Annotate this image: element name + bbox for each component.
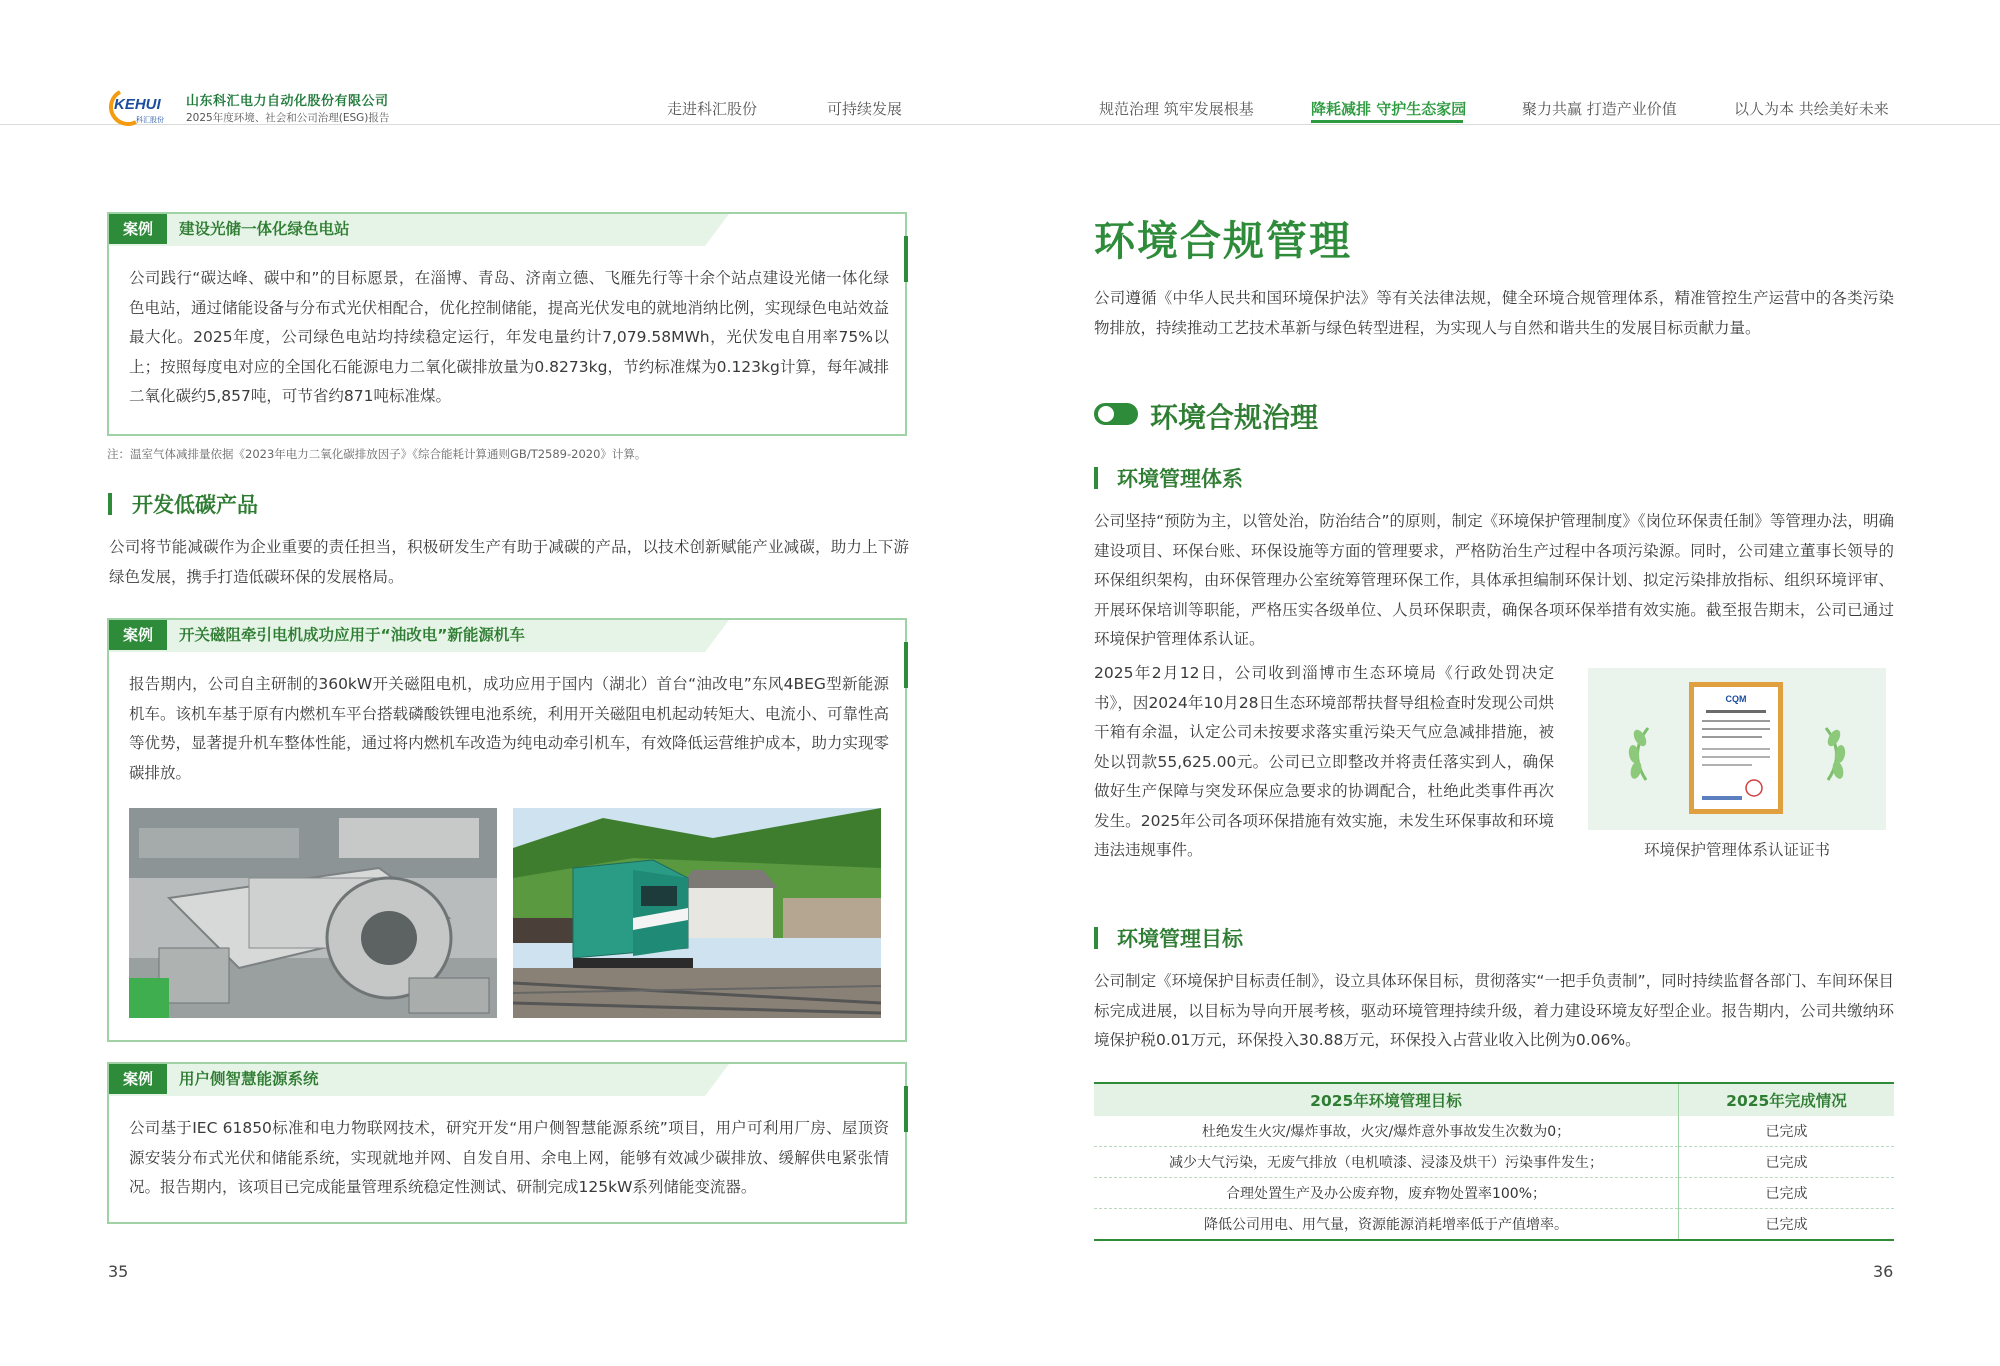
section-bar [108, 493, 112, 515]
targets-table [1094, 1082, 1894, 1241]
table-cell-target: 减少大气污染，无废气排放（电机喷漆、浸漆及烘干）污染事件发生； [1094, 1147, 1679, 1178]
report-name: 2025年度环境、社会和公司治理(ESG)报告 [186, 112, 390, 124]
subsection-title-targets: 环境管理目标 [1117, 927, 1243, 951]
case-box-smart-energy [107, 1062, 907, 1224]
system-paragraph-2: 2025年2月12日，公司收到淄博市生态环境局《行政处罚决定书》，因2024年10月28日生态环境部帮扶督导组检查时发现公司烘干箱有余温，认定公司未按要求落实重污染天气应急减排措施，被处以罚款55,625.00元。公司已立即整改并将责任落实到人，确保做好生产保障与突发环保应急要求的协调配合，杜绝此类事件再次发生。2025年公司各项环保措施有效实施，未发生环保事故和环境违法违规事件。 [1094, 664, 1554, 859]
case-tag: 案例 [109, 1064, 167, 1094]
case-side-accent [904, 642, 908, 688]
nav-active-indicator [1311, 120, 1463, 123]
page-number-left: 35 [108, 1262, 129, 1281]
nav-about[interactable]: 走进科汇股份 [667, 100, 758, 118]
table-cell-target: 降低公司用电、用气量，资源能源消耗增率低于产值增率。 [1094, 1209, 1679, 1241]
table-cell-status: 已完成 [1679, 1209, 1895, 1241]
case-title: 用户侧智慧能源系统 [179, 1070, 319, 1088]
table-cell-status: 已完成 [1679, 1116, 1895, 1147]
case-tag: 案例 [109, 620, 167, 650]
case-box-traction-motor [107, 618, 907, 1042]
nav-governance[interactable]: 规范治理 筑牢发展根基 [1099, 100, 1254, 118]
case-side-accent [904, 236, 908, 282]
case-side-accent [904, 1086, 908, 1132]
page-number-right: 36 [1873, 1262, 1894, 1281]
section-title-compliance: 环境合规治理 [1150, 401, 1319, 434]
footnote: 注：温室气体减排量依据《2023年电力二氧化碳排放因子》《综合能耗计算通则GB/T2589-2020》计算。 [107, 447, 647, 461]
table-header-target: 2025年环境管理目标 [1094, 1083, 1679, 1116]
table-cell-status: 已完成 [1679, 1178, 1895, 1209]
targets-paragraph: 公司制定《环境保护目标责任制》，设立具体环保目标，贯彻落实“一把手负责制”，同时持续监督各部门、车间环保目标完成进展，以目标为导向开展考核，驱动环境管理持续升级，着力建设环境友好型企业。报告期内，公司共缴纳环境保护税0.01万元，环保投入30.88万元，环保投入占营业收入比例为0.06%。 [1094, 972, 1894, 1049]
intro-text: 公司遵循《中华人民共和国环境保护法》等有关法律法规，健全环境合规管理体系，精准管控生产运营中的各类污染物排放，持续推动工艺技术革新与绿色转型进程，为实现人与自然和谐共生的发展目标贡献力量。 [1094, 289, 1894, 337]
subsection-title-system: 环境管理体系 [1117, 467, 1243, 491]
table-header-status: 2025年完成情况 [1679, 1083, 1895, 1116]
page-title: 环境合规管理 [1094, 217, 1352, 265]
case-title: 建设光储一体化绿色电站 [179, 220, 350, 238]
case-text: 报告期内，公司自主研制的360kW开关磁阻电机，成功应用于国内（湖北）首台“油改电”东风4BEG型新能源机车。该机车基于原有内燃机车平台搭载磷酸铁锂电池系统，利用开关磁阻电机起动转矩大、电流小、可靠性高等优势，显著提升机车整体性能，通过将内燃机车改造为纯电动牵引机车，有效降低运营维护成本，助力实现零碳排放。 [129, 675, 889, 782]
locomotive-photo [513, 808, 881, 1018]
subsection-bar [1094, 927, 1098, 949]
case-tag: 案例 [109, 214, 167, 244]
subsection-bar [1094, 467, 1098, 489]
table-row [1094, 1147, 1894, 1178]
section-text-low-carbon: 公司将节能减碳作为企业重要的责任担当，积极研发生产有助于减碳的产品，以技术创新赋能产业减碳，助力上下游绿色发展，携手打造低碳环保的发展格局。 [109, 538, 909, 586]
table-cell-target: 杜绝发生火灾/爆炸事故，火灾/爆炸意外事故发生次数为0； [1094, 1116, 1679, 1147]
case-text: 公司践行“碳达峰、碳中和”的目标愿景，在淄博、青岛、济南立德、飞雁先行等十余个站点建设光储一体化绿色电站，通过储能设备与分布式光伏相配合，优化控制储能，提高光伏发电的就地消纳比例，实现绿色电站效益最大化。2025年度，公司绿色电站均持续稳定运行，年发电量约计7,079.58MWh，光伏发电自用率75%以上；按照每度电对应的全国化石能源电力二氧化碳排放量为0.8273kg，节约标准煤为0.123kg计算，每年减排二氧化碳约5,857吨，可节省约871吨标准煤。 [129, 269, 889, 405]
table-cell-status: 已完成 [1679, 1147, 1895, 1178]
certificate-caption: 环境保护管理体系认证证书 [1643, 841, 1830, 859]
certificate-panel [1588, 668, 1886, 830]
table-header-row [1094, 1083, 1894, 1116]
kehui-logo [106, 86, 178, 126]
case-text: 公司基于IEC 61850标准和电力物联网技术，研究开发“用户侧智慧能源系统”项目，用户可利用厂房、屋顶资源安装分布式光伏和储能系统，实现就地并网、自发自用、余电上网，能够有效减少碳排放、缓解供电紧张情况。报告期内，该项目已完成能量管理系统稳定性测试、研制完成125kW系列储能变流器。 [129, 1119, 889, 1196]
table-cell-target: 合理处置生产及办公废弃物，废弃物处置率100%； [1094, 1178, 1679, 1209]
table-row [1094, 1178, 1894, 1209]
motor-photo [129, 808, 497, 1018]
case-box-green-station [107, 212, 907, 436]
cert-logo-text: CQM [1725, 694, 1747, 704]
section-title-low-carbon: 开发低碳产品 [132, 493, 258, 517]
system-paragraph-1: 公司坚持“预防为主，以管处治，防治结合”的原则，制定《环境保护管理制度》《岗位环保责任制》等管理办法，明确建设项目、环保台账、环保设施等方面的管理要求，严格防治生产过程中各项污染源。同时，公司建立董事长领导的环保组织架构，由环保管理办公室统筹管理环保工作，具体承担编制环保计划、拟定污染排放指标、组织环境评审、开展环保培训等职能，严格压实各级单位、人员环保职责，确保各项环保举措有效实施。截至报告期末，公司已通过环境保护管理体系认证。 [1094, 512, 1894, 648]
table-row [1094, 1116, 1894, 1147]
logo-text: KEHUI [114, 96, 161, 113]
certificate-image [1588, 668, 1886, 830]
nav-value[interactable]: 聚力共赢 打造产业价值 [1522, 100, 1677, 118]
nav-environment[interactable]: 降耗减排 守护生态家园 [1311, 100, 1467, 118]
toggle-icon [1094, 403, 1138, 425]
company-name: 山东科汇电力自动化股份有限公司 [186, 94, 389, 109]
table-row [1094, 1209, 1894, 1241]
case-title: 开关磁阻牵引电机成功应用于“油改电”新能源机车 [179, 626, 525, 644]
nav-sustainability[interactable]: 可持续发展 [827, 100, 903, 118]
nav-people[interactable]: 以人为本 共绘美好未来 [1734, 100, 1889, 118]
toggle-knob [1098, 406, 1114, 422]
logo-subtext: 科汇股份 [136, 116, 164, 124]
